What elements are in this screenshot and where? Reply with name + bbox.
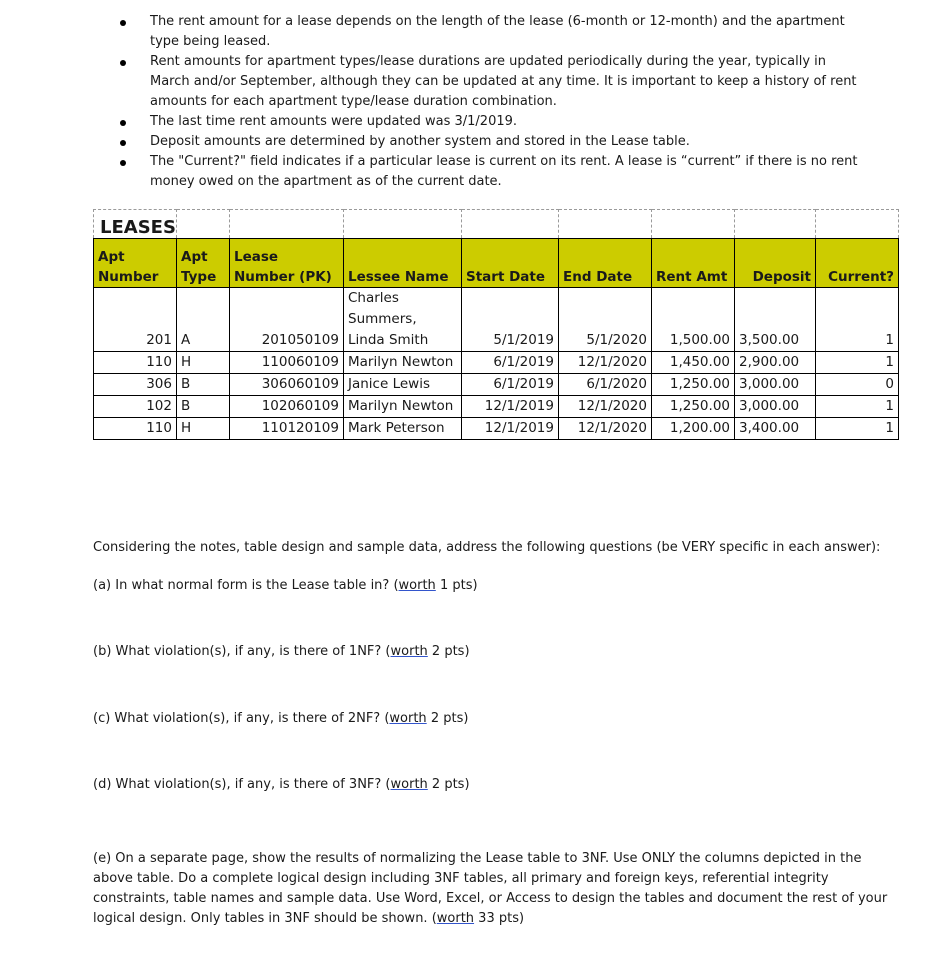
question-d: (d) What violation(s), if any, is there of 3NF? (worth 2 pts) [93, 777, 470, 792]
note-text: Rent amounts for apartment types/lease durations are updated periodically during the year, typically in March and/or September, although they can be updated at any time. It is important to keep a history of rent amounts for each apartment type/lease duration combination. [150, 54, 857, 109]
questions-intro: Considering the notes, table design and sample data, address the following questions (be VERY specific in each answer): [93, 540, 881, 555]
table-title: LEASES [94, 210, 177, 239]
cell-apt-type: H [177, 352, 230, 374]
cell-apt-number: 306 [94, 374, 177, 396]
cell-lease-number: 110060109 [230, 352, 344, 374]
cell-deposit: 3,400.00 [735, 418, 816, 440]
cell-apt-number: 110 [94, 418, 177, 440]
leases-table-wrapper [93, 209, 898, 440]
cell-current: 1 [816, 396, 899, 418]
cell-apt-type: B [177, 396, 230, 418]
cell-lessee-name: Marilyn Newton [344, 352, 462, 374]
table-row [94, 352, 899, 374]
cell-start-date: 6/1/2019 [462, 374, 559, 396]
question-e: (e) On a separate page, show the results of normalizing the Lease table to 3NF. Use ONLY the columns depicted in the above table. Do a complete logical design including 3NF tables, all primary and foreign keys, referential integrity constraints, table names and sample data. Use Word, Excel, or Access to design the tables and document the rest of your logical design. Only tables in 3NF should be shown. (worth 33 pts) [93, 851, 888, 926]
cell-apt-type: A [177, 288, 230, 352]
cell-rent-amt: 1,250.00 [652, 374, 735, 396]
cell-current: 1 [816, 288, 899, 352]
col-header-end-date: End Date [559, 239, 652, 288]
cell-current: 1 [816, 418, 899, 440]
bullet-icon [120, 60, 126, 66]
cell-start-date: 12/1/2019 [462, 418, 559, 440]
cell-deposit: 3,000.00 [735, 374, 816, 396]
leases-table [93, 209, 899, 440]
col-header-apt-number: Apt Number [94, 239, 177, 288]
note-item [118, 12, 858, 52]
cell-end-date: 12/1/2020 [559, 352, 652, 374]
cell-apt-number: 102 [94, 396, 177, 418]
cell-rent-amt: 1,500.00 [652, 288, 735, 352]
note-text: The last time rent amounts were updated was 3/1/2019. [150, 114, 518, 129]
table-row [94, 396, 899, 418]
col-header-deposit: Deposit [735, 239, 816, 288]
note-item [118, 152, 858, 192]
question-b: (b) What violation(s), if any, is there of 1NF? (worth 2 pts) [93, 644, 470, 659]
cell-lease-number: 110120109 [230, 418, 344, 440]
cell-lease-number: 102060109 [230, 396, 344, 418]
note-text: Deposit amounts are determined by another system and stored in the Lease table. [150, 134, 690, 149]
note-item [118, 52, 858, 112]
cell-end-date: 12/1/2020 [559, 418, 652, 440]
bullet-icon [120, 20, 126, 26]
cell-lease-number: 201050109 [230, 288, 344, 352]
cell-lessee-name: Marilyn Newton [344, 396, 462, 418]
cell-start-date: 12/1/2019 [462, 396, 559, 418]
cell-apt-type: B [177, 374, 230, 396]
cell-deposit: 2,900.00 [735, 352, 816, 374]
col-header-lease-number: Lease Number (PK) [230, 239, 344, 288]
cell-rent-amt: 1,200.00 [652, 418, 735, 440]
table-row [94, 374, 899, 396]
cell-end-date: 5/1/2020 [559, 288, 652, 352]
question-c: (c) What violation(s), if any, is there of 2NF? (worth 2 pts) [93, 711, 469, 726]
cell-lessee-name: Charles Summers, Linda Smith [344, 288, 462, 352]
bullet-icon [120, 160, 126, 166]
cell-lessee-name: Mark Peterson [344, 418, 462, 440]
cell-current: 0 [816, 374, 899, 396]
cell-end-date: 6/1/2020 [559, 374, 652, 396]
col-header-apt-type: Apt Type [177, 239, 230, 288]
notes-list [118, 12, 858, 192]
col-header-current: Current? [816, 239, 899, 288]
cell-start-date: 6/1/2019 [462, 352, 559, 374]
cell-deposit: 3,500.00 [735, 288, 816, 352]
cell-lessee-name: Janice Lewis [344, 374, 462, 396]
cell-apt-type: H [177, 418, 230, 440]
note-text: The rent amount for a lease depends on the length of the lease (6-month or 12-month) and the apartment type being leased. [150, 14, 845, 49]
table-header-row [94, 239, 899, 288]
cell-deposit: 3,000.00 [735, 396, 816, 418]
cell-apt-number: 201 [94, 288, 177, 352]
note-text: The "Current?" field indicates if a particular lease is current on its rent. A lease is “current” if there is no rent money owed on the apartment as of the current date. [150, 154, 858, 189]
cell-rent-amt: 1,250.00 [652, 396, 735, 418]
cell-end-date: 12/1/2020 [559, 396, 652, 418]
bullet-icon [120, 140, 126, 146]
bullet-icon [120, 120, 126, 126]
cell-rent-amt: 1,450.00 [652, 352, 735, 374]
note-item [118, 132, 858, 152]
cell-apt-number: 110 [94, 352, 177, 374]
question-a: (a) In what normal form is the Lease table in? (worth 1 pts) [93, 578, 478, 593]
cell-current: 1 [816, 352, 899, 374]
table-body [94, 288, 899, 440]
table-row [94, 288, 899, 352]
col-header-rent-amt: Rent Amt [652, 239, 735, 288]
col-header-start-date: Start Date [462, 239, 559, 288]
table-row [94, 418, 899, 440]
table-title-row [94, 210, 899, 239]
cell-lease-number: 306060109 [230, 374, 344, 396]
col-header-lessee-name: Lessee Name [344, 239, 462, 288]
cell-start-date: 5/1/2019 [462, 288, 559, 352]
note-item [118, 112, 858, 132]
